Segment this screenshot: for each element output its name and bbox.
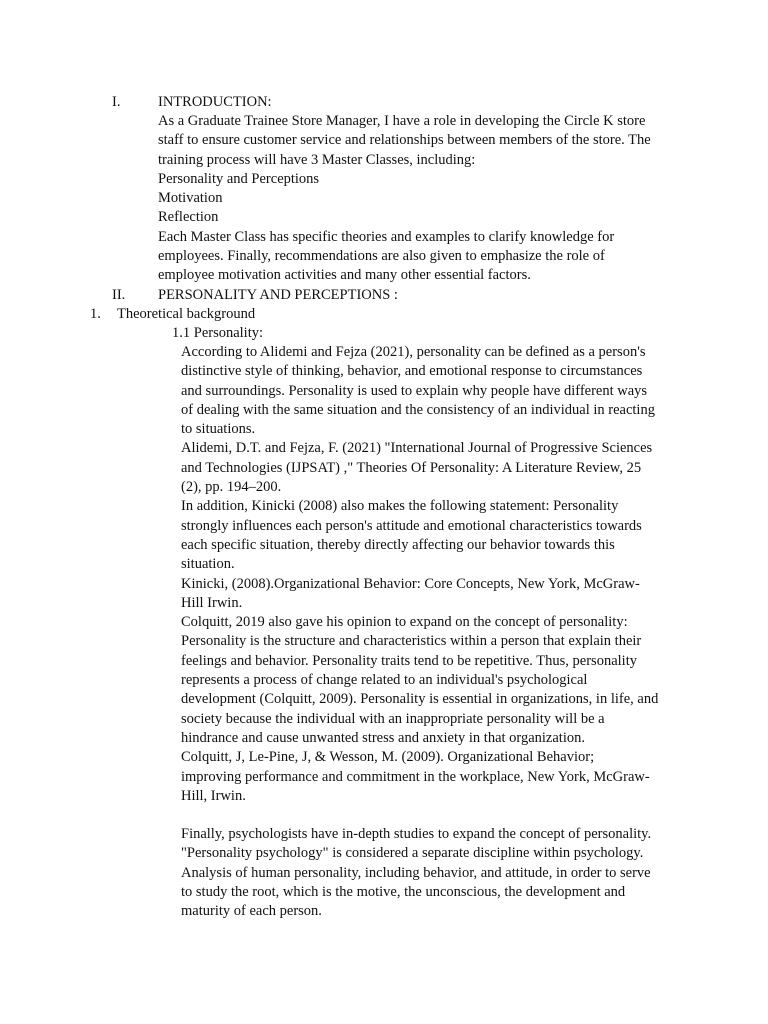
body-line: development (Colquitt, 2009). Personality is essential in organizations, in life, and xyxy=(181,691,659,708)
body-line: and surroundings. Personality is used to explain why people have different ways xyxy=(181,382,648,399)
subsection-number: 1. xyxy=(90,306,101,322)
section-2-heading: PERSONALITY AND PERCEPTIONS : xyxy=(158,287,398,303)
body-line: hindrance and cause unwanted stress and anxiety in that organization. xyxy=(181,729,585,746)
body-line: distinctive style of thinking, behavior, and emotional response to circumstances xyxy=(181,363,643,380)
body-line: represents a process of change related to an individual's psychological xyxy=(181,672,588,689)
body-line: Personality is the structure and characteristics within a person that explain their xyxy=(181,633,642,650)
body-line: Analysis of human personality, including behavior, and attitude, in order to serve xyxy=(181,864,651,881)
section-1-heading: INTRODUCTION: xyxy=(158,94,272,110)
body-line: strongly influences each person's attitude and emotional characteristics towards xyxy=(181,517,642,534)
body-line: to situations. xyxy=(181,421,256,438)
body-line: to study the root, which is the motive, the unconscious, the development and xyxy=(181,883,626,900)
subsection-heading: Theoretical background xyxy=(117,306,256,322)
citation-line: and Technologies (IJPSAT) ," Theories Of Personality: A Literature Review, 25 xyxy=(181,459,642,476)
citation-line: Hill Irwin. xyxy=(181,594,243,611)
citation-line: Colquitt, J, Le-Pine, J, & Wesson, M. (2009). Organizational Behavior; xyxy=(181,749,595,766)
personality-body xyxy=(181,343,658,806)
section-2-numeral: II. xyxy=(112,287,126,303)
body-line: each specific situation, thereby directly affecting our behavior towards this xyxy=(181,536,615,553)
intro-line: employee motivation activities and many other essential factors. xyxy=(158,267,531,284)
master-class-item: Personality and Perceptions xyxy=(158,170,320,187)
intro-line: Each Master Class has specific theories and examples to clarify knowledge for xyxy=(158,228,615,245)
body-line: According to Alidemi and Fejza (2021), personality can be defined as a person's xyxy=(181,344,646,360)
body-line: feelings and behavior. Personality traits tend to be repetitive. Thus, personality xyxy=(181,652,637,669)
intro-line: training process will have 3 Master Classes, including: xyxy=(158,151,476,168)
intro-line: As a Graduate Trainee Store Manager, I have a role in developing the Circle K store xyxy=(158,113,646,129)
intro-line: employees. Finally, recommendations are also given to emphasize the role of xyxy=(158,248,605,265)
intro-line: staff to ensure customer service and relationships between members of the store. The xyxy=(158,132,651,149)
body-line: In addition, Kinicki (2008) also makes the following statement: Personality xyxy=(181,498,619,515)
body-line: maturity of each person. xyxy=(181,903,322,920)
subsubsection-heading: 1.1 Personality: xyxy=(172,325,264,341)
body-line: Finally, psychologists have in-depth studies to expand the concept of personality. xyxy=(181,826,652,842)
citation-line: Kinicki, (2008).Organizational Behavior: Core Concepts, New York, McGraw- xyxy=(181,575,640,592)
personality-psychology-paragraph xyxy=(181,825,651,921)
body-line: situation. xyxy=(181,556,235,573)
citation-line: improving performance and commitment in the workplace, New York, McGraw- xyxy=(181,768,650,785)
citation-line: (2), pp. 194–200. xyxy=(181,479,282,496)
body-line: Colquitt, 2019 also gave his opinion to expand on the concept of personality: xyxy=(181,614,628,631)
section-1-numeral: I. xyxy=(112,94,121,110)
body-line: of dealing with the same situation and the consistency of an individual in reacting xyxy=(181,401,655,418)
master-class-item: Reflection xyxy=(158,209,219,226)
citation-line: Alidemi, D.T. and Fejza, F. (2021) "International Journal of Progressive Sciences xyxy=(181,440,653,457)
citation-line: Hill, Irwin. xyxy=(181,787,246,804)
master-class-item: Motivation xyxy=(158,190,223,207)
body-line: "Personality psychology" is considered a separate discipline within psychology. xyxy=(181,845,644,862)
intro-paragraph xyxy=(158,112,651,286)
body-line: society because the individual with an inappropriate personality will be a xyxy=(181,710,605,727)
